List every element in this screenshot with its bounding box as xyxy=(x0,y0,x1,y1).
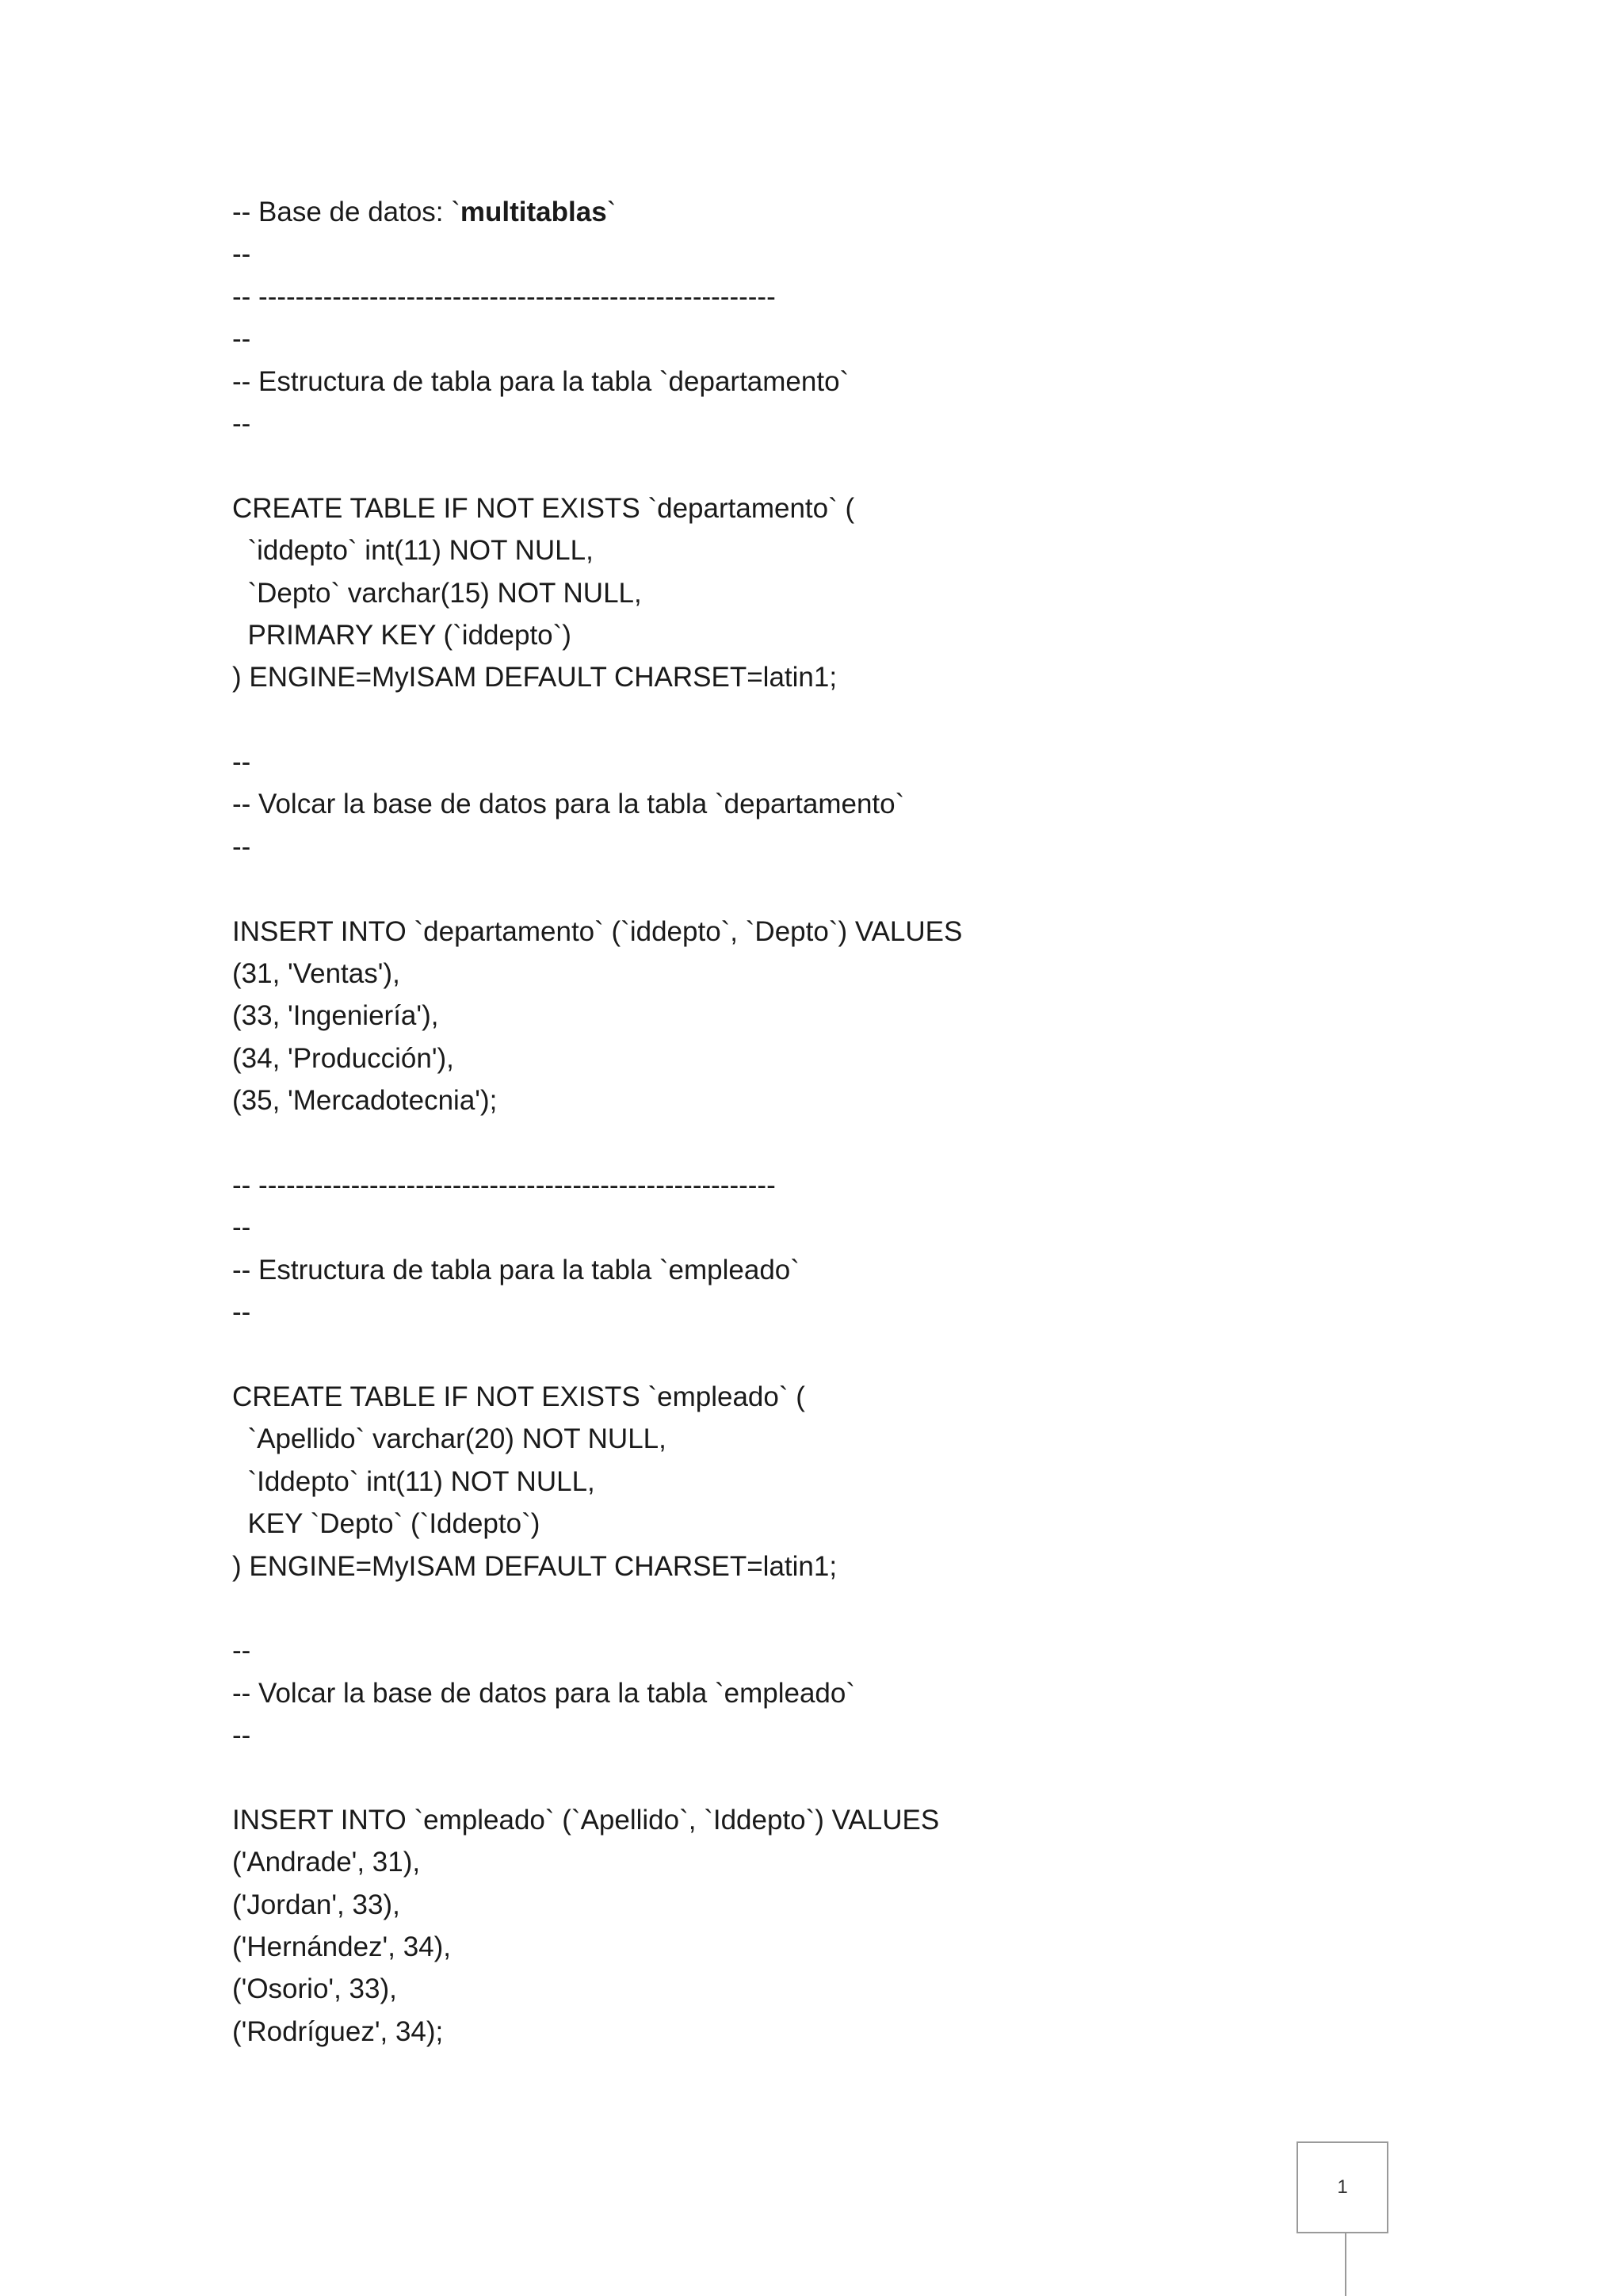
page-number-box xyxy=(1296,2141,1388,2233)
blank-line xyxy=(232,1756,1421,1798)
header-suffix: ` xyxy=(606,197,617,227)
sql-line: -- xyxy=(232,407,251,439)
sql-line: ('Andrade', 31), xyxy=(232,1847,421,1878)
sql-line: INSERT INTO `departamento` (`iddepto`, `Depto`) VALUES xyxy=(232,915,963,947)
sql-line: -- Estructura de tabla para la tabla `empleado` xyxy=(232,1254,800,1286)
page-number-connector-line xyxy=(1345,2233,1346,2296)
sql-line: -- -------------------------------------------------------- xyxy=(232,281,776,312)
blank-line xyxy=(232,445,1421,487)
sql-line: -- Estructura de tabla para la tabla `departamento` xyxy=(232,365,850,397)
database-name: multitablas xyxy=(460,197,607,227)
sql-line: ) ENGINE=MyISAM DEFAULT CHARSET=latin1; xyxy=(232,1550,838,1582)
sql-line: (31, 'Ventas'), xyxy=(232,958,400,990)
page-number: 1 xyxy=(1337,2176,1348,2198)
sql-line: -- Volcar la base de datos para la tabla `departamento` xyxy=(232,789,905,820)
sql-line: CREATE TABLE IF NOT EXISTS `empleado` ( xyxy=(232,1381,805,1412)
sql-line: -- xyxy=(232,1635,251,1667)
document-body xyxy=(232,191,1421,2053)
sql-line: -- xyxy=(232,831,251,862)
sql-line: `Depto` varchar(15) NOT NULL, xyxy=(232,577,642,609)
sql-line: -- -------------------------------------------------------- xyxy=(232,1169,776,1201)
sql-line: -- xyxy=(232,239,251,270)
sql-lines xyxy=(232,233,1421,2053)
header-prefix: -- Base de datos: ` xyxy=(232,197,460,227)
sql-line: `Apellido` varchar(20) NOT NULL, xyxy=(232,1423,666,1455)
blank-line xyxy=(232,868,1421,910)
sql-line: `iddepto` int(11) NOT NULL, xyxy=(232,535,594,567)
sql-line: (34, 'Producción'), xyxy=(232,1042,454,1074)
sql-line: -- Volcar la base de datos para la tabla `empleado` xyxy=(232,1677,856,1709)
sql-line: PRIMARY KEY (`iddepto`) xyxy=(232,619,571,651)
sql-line: -- xyxy=(232,1720,251,1752)
blank-line xyxy=(232,1587,1421,1629)
sql-line: -- xyxy=(232,323,251,355)
sql-line: ) ENGINE=MyISAM DEFAULT CHARSET=latin1; xyxy=(232,662,838,693)
sql-line: -- xyxy=(232,1212,251,1244)
sql-line: (35, 'Mercadotecnia'); xyxy=(232,1085,498,1117)
sql-line: ('Osorio', 33), xyxy=(232,1973,397,2005)
sql-line: ('Jordan', 33), xyxy=(232,1889,400,1920)
blank-line xyxy=(232,1334,1421,1376)
sql-line: -- xyxy=(232,747,251,778)
sql-line: ('Rodríguez', 34); xyxy=(232,2015,444,2047)
sql-line: INSERT INTO `empleado` (`Apellido`, `Iddepto`) VALUES xyxy=(232,1804,940,1836)
blank-line xyxy=(232,1122,1421,1164)
sql-line: CREATE TABLE IF NOT EXISTS `departamento` ( xyxy=(232,492,855,524)
blank-line xyxy=(232,699,1421,741)
sql-line: ('Hernández', 34), xyxy=(232,1931,452,1963)
sql-line: KEY `Depto` (`Iddepto`) xyxy=(232,1508,540,1540)
sql-line: `Iddepto` int(11) NOT NULL, xyxy=(232,1465,595,1497)
sql-line: -- xyxy=(232,1297,251,1328)
database-header-line xyxy=(232,191,1421,233)
sql-line: (33, 'Ingeniería'), xyxy=(232,1000,439,1032)
